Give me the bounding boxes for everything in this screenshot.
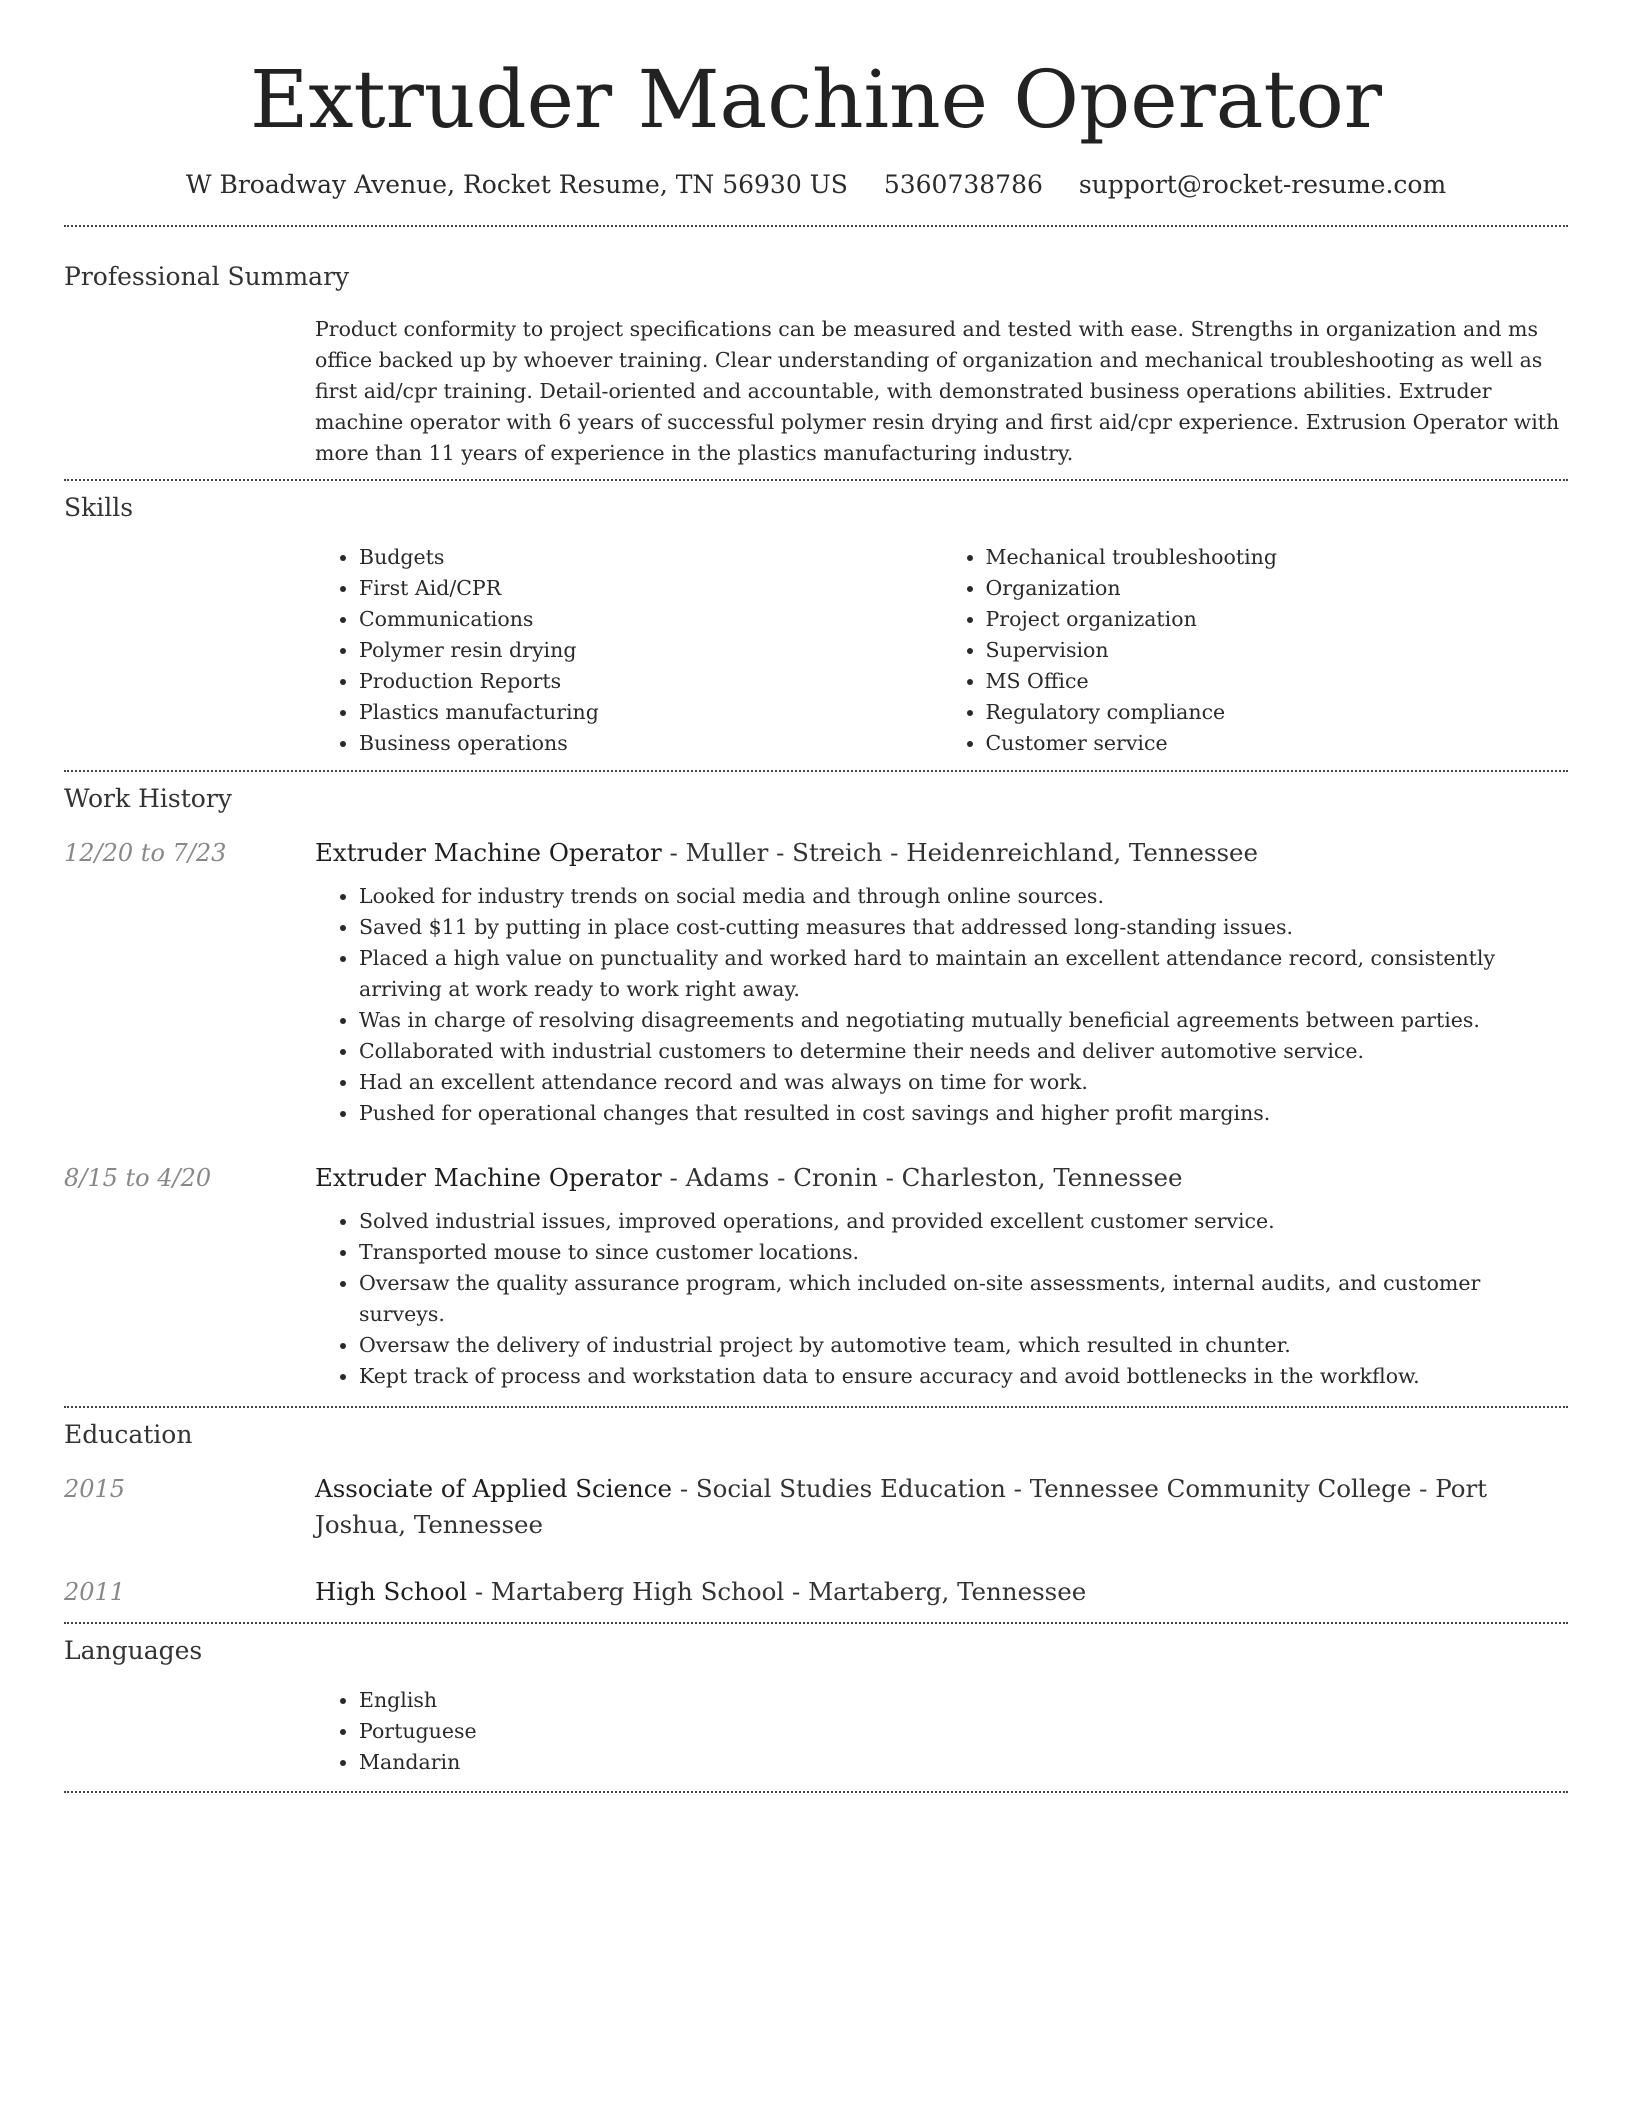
job-header [64, 1160, 1568, 1196]
skills-columns [315, 542, 1568, 759]
skills-title: Skills [64, 493, 134, 522]
contact-phone: 5360738786 [883, 170, 1043, 199]
summary-section [64, 261, 1568, 469]
job-bullet: • Oversaw the quality assurance program, which included on-site assessments, internal audits, and customer surveys. [359, 1268, 1568, 1330]
education-degree: Associate of Applied Science [315, 1474, 673, 1503]
skill-item: • First Aid/CPR [359, 573, 942, 604]
education-entry [64, 1574, 1568, 1610]
job-bullet: • Placed a high value on punctuality and worked hard to maintain an excellent attendance record, consistently arriving at work ready to work right away. [359, 943, 1568, 1005]
skill-item: • Production Reports [359, 666, 942, 697]
job-bullets [315, 1206, 1568, 1392]
education-entry [64, 1471, 1568, 1543]
job-bullet: • Collaborated with industrial customers to determine their needs and deliver automotive service. [359, 1036, 1568, 1067]
job-company: - Muller - Streich - Heidenreichland, Tennessee [661, 838, 1259, 867]
education-details: - Social Studies Education - Tennessee Community College - Port Joshua, Tennessee [315, 1474, 1488, 1539]
summary-text: Product conformity to project specifications can be measured and tested with ease. Strengths in organization and ms office backed up by whoever training. Clear understanding of organization and mechanical troubleshooting as well as first aid/cpr training. Detail-oriented and accountable, with demonstrated business operations abilities. Extruder machine operator with 6 years of successful polymer resin drying and first aid/cpr experience. Extrusion Operator with more than 11 years of experience in the plastics manufacturing industry. [315, 317, 1560, 465]
skills-section [64, 492, 1568, 759]
languages-title: Languages [64, 1636, 203, 1665]
job-bullets [315, 881, 1568, 1129]
skill-item: • Regulatory compliance [986, 697, 1569, 728]
job-bullet: • Saved $11 by putting in place cost-cutting measures that addressed long-standing issues. [359, 912, 1568, 943]
job-bullet: • Oversaw the delivery of industrial project by automotive team, which resulted in chunter. [359, 1330, 1568, 1361]
skill-item: • Plastics manufacturing [359, 697, 942, 728]
education-line [315, 1471, 1568, 1543]
job-bullet: • Kept track of process and workstation data to ensure accuracy and avoid bottlenecks in the workflow. [359, 1361, 1568, 1392]
job-bullet: • Solved industrial issues, improved operations, and provided excellent customer service. [359, 1206, 1568, 1237]
education-line [315, 1574, 1086, 1610]
skill-item: • Budgets [359, 542, 942, 573]
languages-section [64, 1635, 1568, 1778]
job-role: Extruder Machine Operator [315, 1163, 662, 1192]
education-title: Education [64, 1420, 193, 1449]
languages-list [315, 1685, 1568, 1778]
job-bullet: • Looked for industry trends on social media and through online sources. [359, 881, 1568, 912]
job-entry [64, 835, 1568, 1129]
contact-line [64, 168, 1568, 202]
language-item: • Mandarin [359, 1747, 1568, 1778]
education-year: 2015 [64, 1475, 126, 1503]
skill-item: • Business operations [359, 728, 942, 759]
job-company: - Adams - Cronin - Charleston, Tennessee [661, 1163, 1183, 1192]
section-divider [64, 1791, 1568, 1793]
skills-list-right [942, 542, 1569, 759]
job-bullet: • Pushed for operational changes that resulted in cost savings and higher profit margins. [359, 1098, 1568, 1129]
job-bullet: • Transported mouse to since customer locations. [359, 1237, 1568, 1268]
skill-item: • Mechanical troubleshooting [986, 542, 1569, 573]
work-title: Work History [64, 784, 232, 813]
section-divider [64, 225, 1568, 227]
contact-address: W Broadway Avenue, Rocket Resume, TN 56930 US [185, 170, 848, 199]
section-divider [64, 479, 1568, 481]
summary-title: Professional Summary [64, 262, 350, 291]
contact-email: support@rocket-resume.com [1078, 170, 1447, 199]
education-year: 2011 [64, 1578, 126, 1606]
skill-item: • Customer service [986, 728, 1569, 759]
language-item: • Portuguese [359, 1716, 1568, 1747]
job-role: Extruder Machine Operator [315, 838, 662, 867]
job-bullet: • Had an excellent attendance record and was always on time for work. [359, 1067, 1568, 1098]
job-entry [64, 1160, 1568, 1392]
education-details: - Martaberg High School - Martaberg, Tennessee [467, 1577, 1087, 1606]
work-section [64, 783, 1568, 1392]
job-title-line [315, 835, 1258, 871]
skill-item: • Polymer resin drying [359, 635, 942, 666]
skill-item: • Supervision [986, 635, 1569, 666]
job-bullet: • Was in charge of resolving disagreements and negotiating mutually beneficial agreements between parties. [359, 1005, 1568, 1036]
job-dates: 12/20 to 7/23 [64, 839, 227, 867]
skill-item: • Organization [986, 573, 1569, 604]
skill-item: • Project organization [986, 604, 1569, 635]
skills-list-left [315, 542, 942, 759]
candidate-name: Extruder Machine Operator [249, 53, 1383, 146]
job-dates: 8/15 to 4/20 [64, 1164, 212, 1192]
education-degree: High School [315, 1577, 468, 1606]
job-title-line [315, 1160, 1183, 1196]
skill-item: • Communications [359, 604, 942, 635]
resume-page [64, 0, 1568, 1793]
section-divider [64, 1406, 1568, 1408]
language-item: • English [359, 1685, 1568, 1716]
section-divider [64, 1622, 1568, 1624]
education-section [64, 1419, 1568, 1610]
skill-item: • MS Office [986, 666, 1569, 697]
job-header [64, 835, 1568, 871]
section-divider [64, 770, 1568, 772]
